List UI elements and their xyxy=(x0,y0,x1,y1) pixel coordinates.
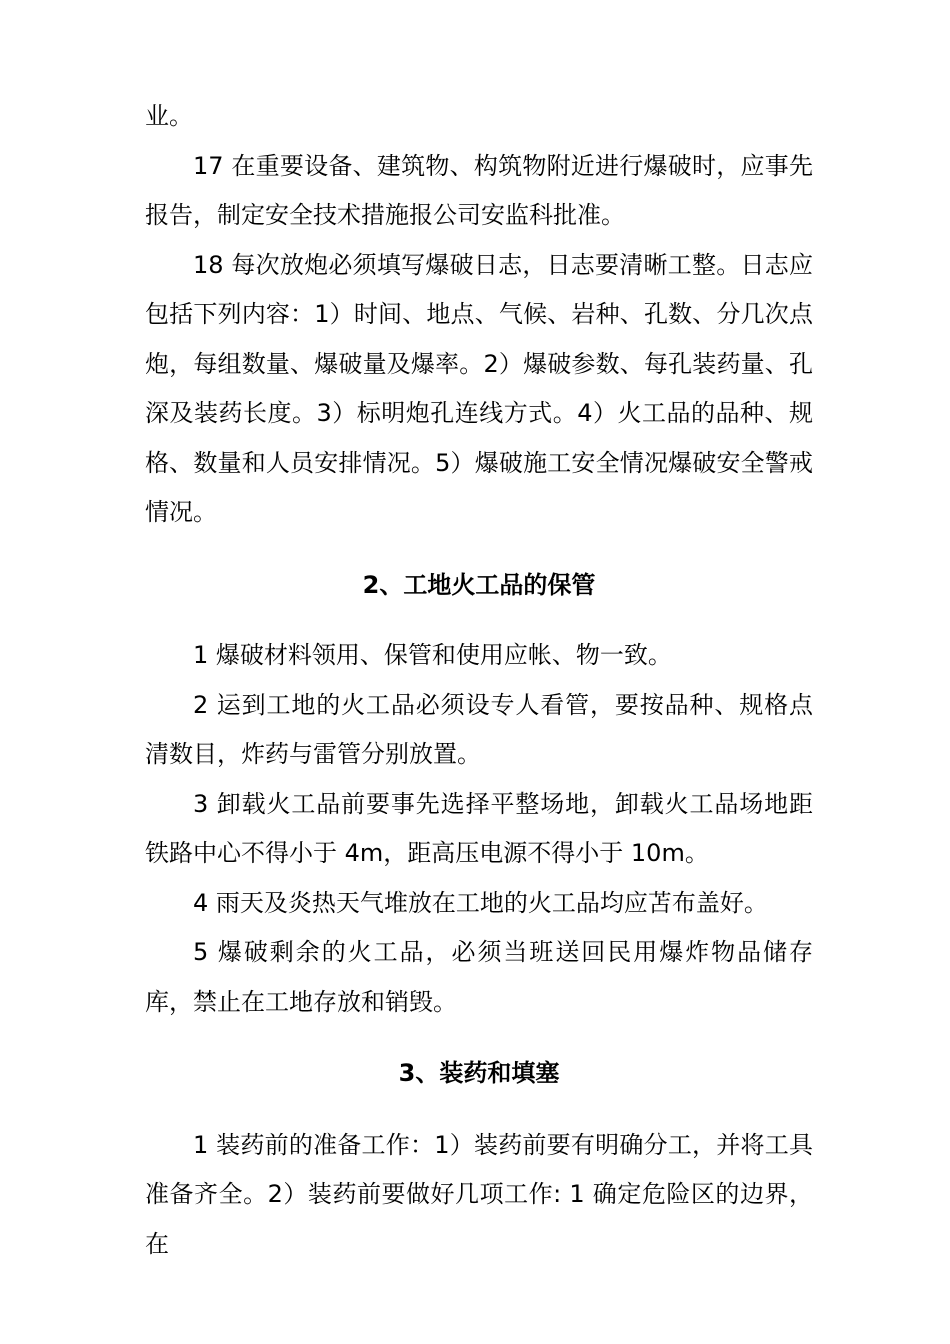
storage-item-2: 2 运到工地的火工品必须设专人看管，要按品种、规格点清数目，炸药与雷管分别放置。 xyxy=(145,690,813,768)
charging-item-1: 1 装药前的准备工作：1）装药前要有明确分工，并将工具准备齐全。2）装药前要做好几项工作: 1 确定危险区的边界，在 xyxy=(145,1130,813,1258)
paragraph-item-18: 18 每次放炮必须填写爆破日志，日志要清晰工整。日志应包括下列内容：1）时间、地点、气候、岩种、孔数、分几次点炮，每组数量、爆破量及爆率。2）爆破参数、每孔装药量、孔深及装药长度。3）标明炮孔连线方式。4）火工品的品种、规格、数量和人员安排情况。5）爆破施工安全情况爆破安全警戒情况。 xyxy=(145,250,813,526)
section-heading-storage: 2、工地火工品的保管 xyxy=(362,570,596,599)
paragraph-item-17: 17 在重要设备、建筑物、构筑物附近进行爆破时，应事先报告，制定安全技术措施报公司安监科批准。 xyxy=(145,151,813,229)
section-heading-charging: 3、装药和填塞 xyxy=(398,1059,560,1087)
paragraph-continuation: 业。 xyxy=(145,102,193,130)
document-body xyxy=(145,92,813,1269)
storage-item-5: 5 爆破剩余的火工品，必须当班送回民用爆炸物品储存库，禁止在工地存放和销毁。 xyxy=(145,938,813,1016)
storage-item-4: 4 雨天及炎热天气堆放在工地的火工品均应苫布盖好。 xyxy=(193,888,768,917)
storage-item-1: 1 爆破材料领用、保管和使用应帐、物一致。 xyxy=(193,641,672,669)
storage-item-3: 3 卸载火工品前要事先选择平整场地，卸载火工品场地距铁路中心不得小于 4m，距高压电源不得小于 10m。 xyxy=(145,789,813,867)
